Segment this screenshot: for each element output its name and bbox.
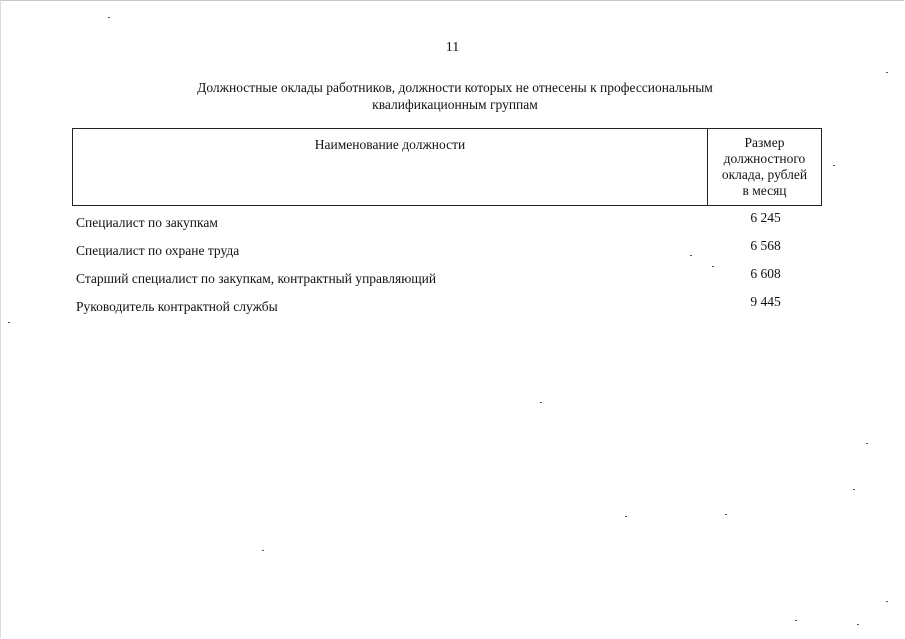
salary-value: 6 568 [750, 238, 781, 253]
position-name: Старший специалист по закупкам, контрактный управляющий [76, 271, 437, 286]
column-header-position: Наименование должности [73, 129, 708, 205]
scan-speck [712, 266, 714, 267]
document-title [150, 79, 760, 113]
column-header-salary-line: Размер [744, 135, 785, 150]
scan-speck [886, 601, 888, 602]
scan-speck [833, 165, 835, 166]
table-row [76, 238, 822, 266]
table-header [72, 128, 822, 206]
column-header-salary-line: должностного [723, 151, 806, 166]
salary-value: 6 245 [750, 210, 781, 225]
salary-value: 9 445 [750, 294, 781, 309]
column-header-salary-line: в месяц [742, 183, 787, 198]
scan-speck [866, 443, 868, 444]
position-name: Руководитель контрактной службы [76, 299, 278, 314]
table-row [76, 266, 822, 294]
document-title-line-1: Должностные оклады работников, должности которых не отнесены к профессиональным [197, 80, 713, 95]
scan-speck [725, 514, 727, 515]
position-name: Специалист по охране труда [76, 243, 240, 258]
scan-speck [108, 17, 110, 18]
scan-speck [8, 322, 10, 323]
page-number: 11 [445, 40, 460, 55]
scan-speck [262, 550, 264, 551]
scan-speck [690, 255, 692, 256]
scan-speck [853, 489, 855, 490]
table-row [76, 294, 822, 322]
table-body [76, 210, 822, 322]
scan-speck [886, 72, 888, 73]
document-title-line-2: квалификационным группам [372, 97, 538, 112]
position-name: Специалист по закупкам [76, 215, 218, 230]
salary-value: 6 608 [750, 266, 781, 281]
scan-speck [625, 516, 627, 517]
table-row [76, 210, 822, 238]
scan-speck [795, 620, 797, 621]
scan-speck [857, 624, 859, 625]
column-header-salary-line: оклада, рублей [721, 167, 808, 182]
column-header-salary [708, 129, 821, 205]
scan-speck [540, 402, 542, 403]
